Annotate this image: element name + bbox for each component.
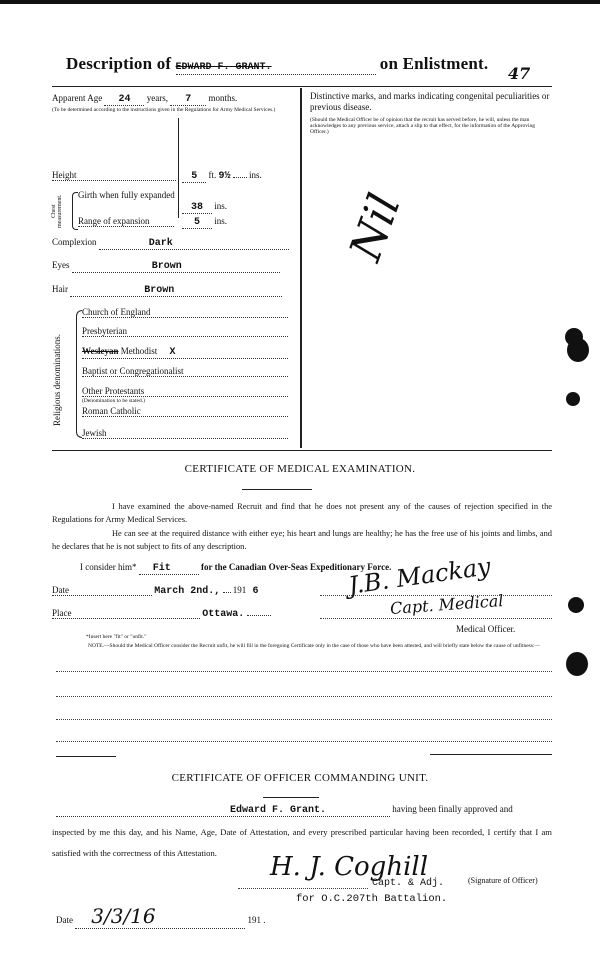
expansion-label bbox=[78, 216, 174, 227]
officer-recruit-name: Edward F. Grant. bbox=[230, 805, 327, 816]
measurement-divider bbox=[178, 118, 179, 218]
approved-text: having been finally approved and bbox=[392, 804, 513, 814]
officer-signature: H. J. Coghill bbox=[270, 852, 429, 882]
age-years-value: 24 bbox=[118, 94, 131, 105]
ins-label: ins. bbox=[249, 170, 262, 180]
distinctive-marks-note: (Should the Medical Officer be of opinion that the recruit has served before, he will, unless the man acknowledges to any previous service, attach a slip to that effect, for the information of the Approving Officer.) bbox=[310, 117, 536, 135]
height-in-value: 9½ bbox=[218, 171, 231, 182]
girth-unit: ins. bbox=[214, 201, 228, 211]
other-protestants-note: (Denomination to be stated.) bbox=[82, 398, 145, 404]
height-label: Height bbox=[52, 170, 176, 181]
religion-roman-catholic bbox=[82, 406, 288, 417]
year-suffix: 6 bbox=[252, 586, 259, 597]
officer-year-prefix: 191 bbox=[247, 915, 261, 925]
officer-date-value: 3/3/16 bbox=[91, 904, 156, 928]
officer-signature-label: (Signature of Officer) bbox=[468, 876, 538, 885]
officer-rank: Capt. & Adj. bbox=[372, 878, 445, 889]
officer-date-label: Date bbox=[56, 915, 73, 925]
hair-value: Brown bbox=[144, 285, 175, 296]
expansion-label-text: Range of expansion bbox=[78, 216, 174, 227]
age-note: (To be determined according to the instructions given in the Regulations for Army Medical Services.) bbox=[52, 107, 276, 113]
girth-row bbox=[182, 201, 227, 214]
fitness-value: Fit bbox=[152, 563, 171, 574]
section-rule-2b bbox=[430, 754, 552, 755]
medical-certificate-heading: CERTIFICATE OF MEDICAL EXAMINATION. bbox=[184, 463, 416, 475]
distinctive-marks-label: Distinctive marks, and marks indicating congenital peculiarities or previous disease. bbox=[310, 91, 550, 112]
section-rule-1 bbox=[52, 450, 552, 451]
medical-footnote: *Insert here "fit" or "unfit." bbox=[86, 634, 147, 640]
complexion-row bbox=[52, 237, 289, 250]
column-divider bbox=[300, 88, 302, 448]
medical-para-1: I have examined the above-named Recruit and find that he does not present any of the causes of rejection specified in the Regulations for Army Medical Services. bbox=[52, 502, 552, 524]
consider-prefix: I consider him* bbox=[80, 562, 137, 572]
ink-blot bbox=[566, 392, 580, 406]
unfitness-line-1 bbox=[56, 671, 552, 672]
expansion-value: 5 bbox=[193, 217, 200, 228]
unfitness-line-3 bbox=[56, 719, 552, 720]
girth-value: 38 bbox=[190, 202, 203, 213]
title-rule bbox=[52, 86, 552, 87]
religion-baptist bbox=[82, 366, 288, 377]
medical-note: NOTE.—Should the Medical Officer consider the Recruit unfit, he will fill in the foregoing Certificate only in the case of those who have been attested, and will briefly state below the cause of unfitness:— bbox=[88, 643, 540, 649]
ft-label: ft. bbox=[208, 170, 217, 180]
recruit-name-field bbox=[176, 54, 376, 75]
title-prefix: Description of bbox=[66, 54, 172, 73]
religion-label: Methodist bbox=[120, 346, 158, 356]
expansion-row bbox=[182, 216, 227, 229]
hair-row bbox=[52, 284, 282, 297]
religion-mark: X bbox=[169, 347, 176, 358]
religion-label: Presbyterian bbox=[82, 326, 288, 337]
officer-para: inspected by me this day, and his Name, Age, Date of Attestation, and every prescribed particular having been recorded, I certify that I am satisfied with the correctness of this Attestation. bbox=[52, 827, 552, 858]
form-title bbox=[66, 54, 488, 75]
religion-label: Other Protestants bbox=[82, 386, 288, 397]
section-rule-2a bbox=[56, 756, 116, 757]
ink-blot bbox=[567, 338, 589, 362]
recruit-name-typed: EDWARD F. GRANT. bbox=[175, 62, 272, 73]
heading-underline bbox=[242, 489, 312, 490]
religion-label: Roman Catholic bbox=[82, 406, 288, 417]
height-ft-value: 5 bbox=[191, 171, 198, 182]
religion-jewish bbox=[82, 428, 288, 439]
religion-label: Baptist or Congregationalist bbox=[82, 366, 288, 377]
fitness-row bbox=[80, 562, 391, 575]
hair-label: Hair bbox=[52, 284, 68, 294]
punch-hole bbox=[566, 652, 588, 676]
officer-signature-line bbox=[238, 888, 368, 889]
nil-handwriting: Nil bbox=[340, 187, 411, 268]
unfitness-line-4 bbox=[56, 741, 552, 742]
religion-church-of-england bbox=[82, 307, 288, 318]
apparent-age-label: Apparent Age bbox=[52, 93, 103, 103]
religion-struck-text: Wesleyan bbox=[82, 346, 119, 356]
eyes-value: Brown bbox=[151, 261, 182, 272]
officer-name-row bbox=[56, 804, 513, 817]
officer-date-row: Date 3/3/16 191 . bbox=[56, 904, 266, 928]
chest-measurement-label: Chest measurement. bbox=[51, 194, 63, 228]
medical-date-row bbox=[52, 585, 259, 597]
months-label: months. bbox=[208, 93, 238, 103]
religion-label: Jewish bbox=[82, 428, 288, 439]
scan-top-edge bbox=[0, 0, 600, 4]
signature-line-2 bbox=[320, 618, 552, 619]
medical-para-2: He can see at the required distance with either eye; his heart and lungs are healthy; he has the free use of his joints and limbs, and he declares that he is not subject to fits of any description. bbox=[52, 529, 552, 551]
religion-other-protestants bbox=[82, 386, 288, 397]
age-months-value: 7 bbox=[185, 94, 192, 105]
date-label: Date bbox=[52, 585, 152, 596]
officer-unit: for O.C.207th Battalion. bbox=[296, 893, 448, 905]
expansion-unit: ins. bbox=[214, 216, 228, 226]
year-prefix: 191 bbox=[232, 585, 247, 595]
unfitness-line-2 bbox=[56, 696, 552, 697]
title-suffix: on Enlistment. bbox=[379, 54, 489, 73]
medical-date-value: March 2nd., bbox=[154, 586, 221, 597]
medical-officer-label: Medical Officer. bbox=[456, 624, 516, 634]
place-label: Place bbox=[52, 608, 200, 619]
girth-label: Girth when fully expanded bbox=[78, 190, 175, 200]
officer-certificate-heading: CERTIFICATE OF OFFICER COMMANDING UNIT. bbox=[171, 772, 429, 784]
complexion-label: Complexion bbox=[52, 237, 97, 247]
eyes-label: Eyes bbox=[52, 260, 70, 270]
place-value: Ottawa. bbox=[202, 609, 245, 620]
page-mark: 47 bbox=[508, 64, 531, 83]
punch-hole bbox=[568, 597, 584, 613]
years-label: years, bbox=[146, 93, 168, 103]
religion-presbyterian bbox=[82, 326, 288, 337]
height-row bbox=[52, 170, 262, 183]
religion-group-label: Religious denominations. bbox=[52, 334, 62, 426]
officer-heading-underline bbox=[263, 797, 319, 798]
apparent-age-row bbox=[52, 93, 237, 106]
consider-suffix: for the Canadian Over-Seas Expeditionary Force. bbox=[201, 562, 392, 572]
place-row bbox=[52, 608, 271, 620]
complexion-value: Dark bbox=[148, 238, 173, 249]
medical-officer-signature: J.B. Mackay bbox=[346, 552, 493, 600]
eyes-row bbox=[52, 260, 280, 273]
religion-label: Church of England bbox=[82, 307, 288, 318]
distinctive-marks-value bbox=[340, 187, 411, 267]
religion-methodist bbox=[82, 346, 288, 359]
medical-officer-signature-line2: Capt. Medical bbox=[389, 591, 504, 618]
